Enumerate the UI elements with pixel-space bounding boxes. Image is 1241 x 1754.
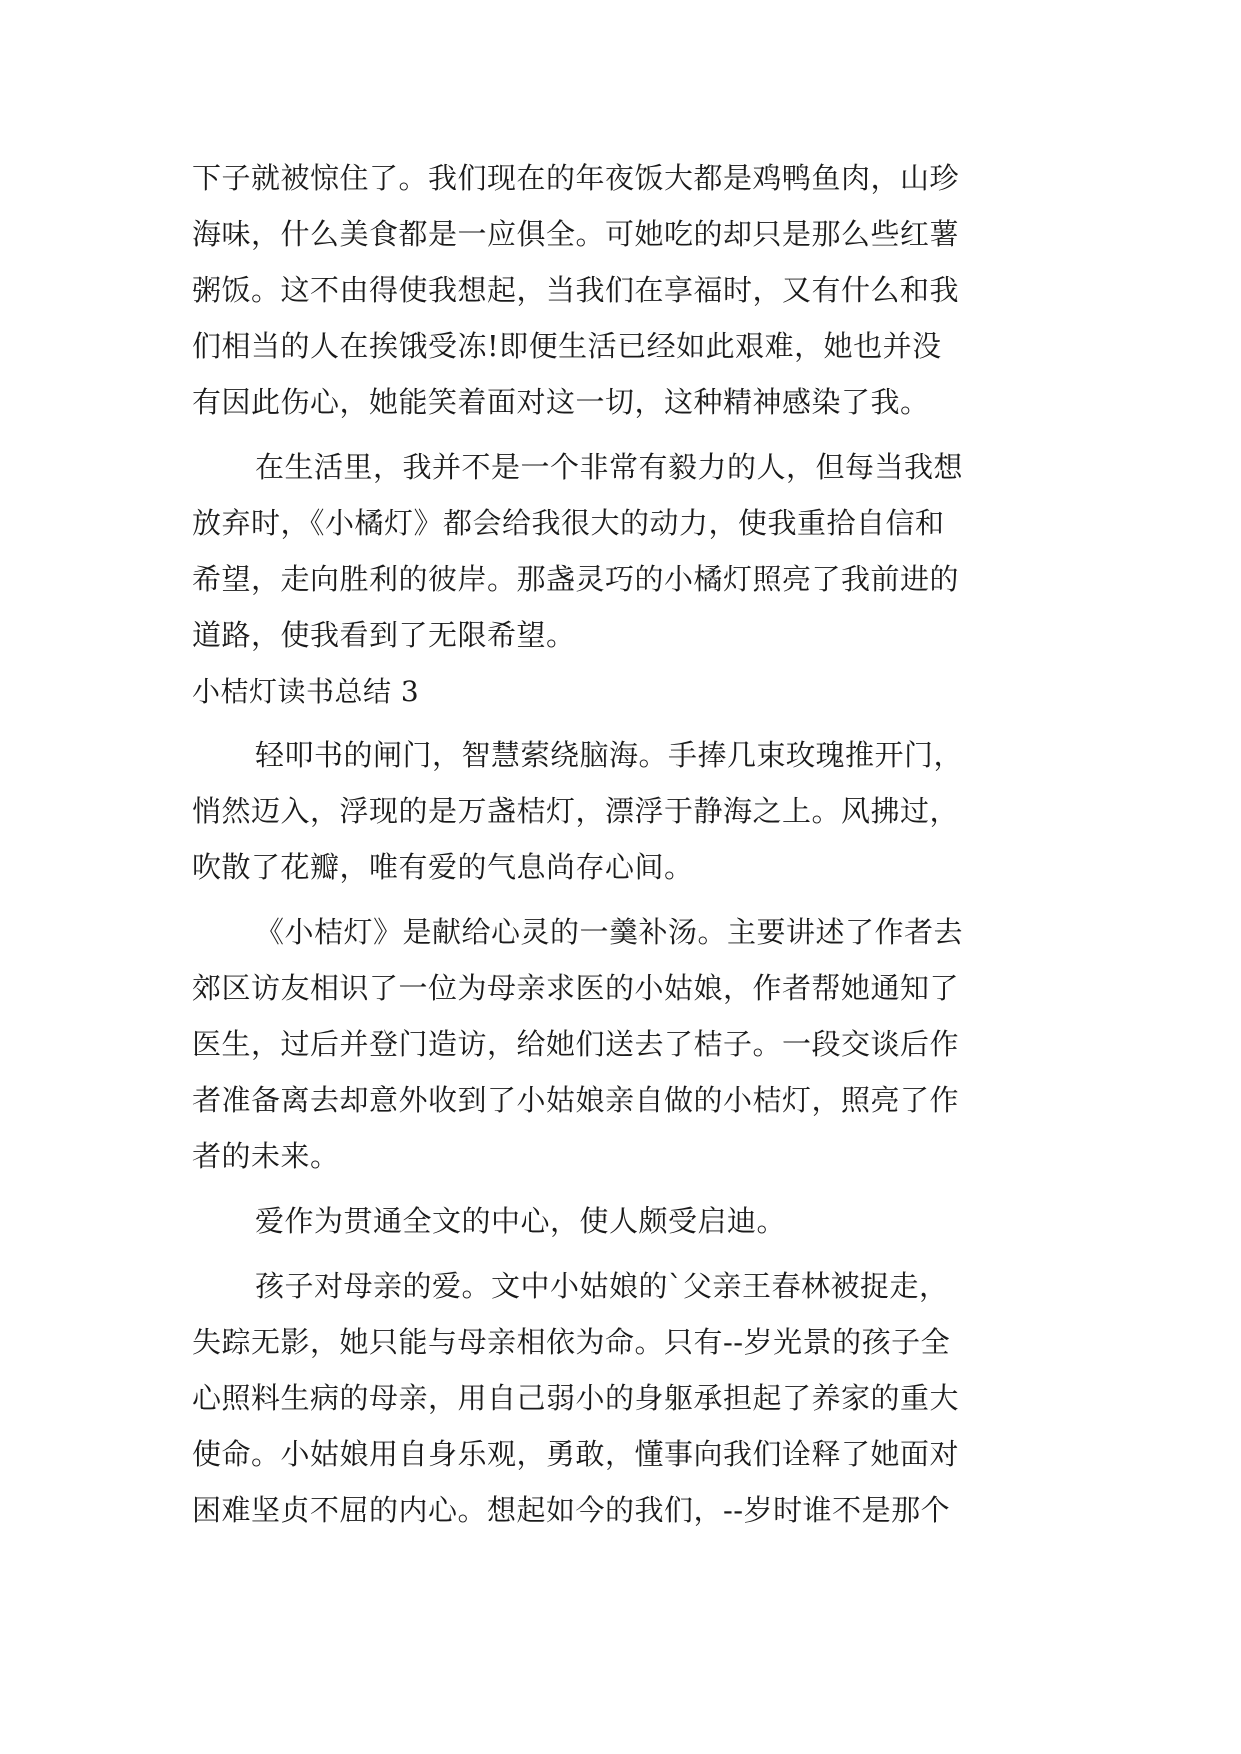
paragraph-line: 《小桔灯》是献给心灵的一羹补汤。主要讲述了作者去 [255,915,964,949]
paragraph-line: 爱作为贯通全文的中心，使人颇受启迪。 [255,1204,787,1238]
paragraph-line: 希望，走向胜利的彼岸。那盏灵巧的小橘灯照亮了我前进的 [192,562,960,596]
section-heading: 小桔灯读书总结 3 [192,675,420,708]
paragraph-line: 轻叩书的闸门，智慧萦绕脑海。手捧几束玫瑰推开门， [255,738,964,772]
paragraph-line: 孩子对母亲的爱。文中小姑娘的`父亲王春林被捉走， [255,1269,949,1303]
paragraph-line: 困难坚贞不屈的内心。想起如今的我们，--岁时谁不是那个 [192,1493,951,1527]
paragraph-line: 海味，什么美食都是一应俱全。可她吃的却只是那么些红薯 [192,217,960,251]
paragraph-line: 失踪无影，她只能与母亲相依为命。只有--岁光景的孩子全 [192,1325,951,1359]
paragraph-line: 道路，使我看到了无限希望。 [192,618,576,652]
paragraph-line: 粥饭。这不由得使我想起，当我们在享福时，又有什么和我 [192,273,960,307]
paragraph-line: 医生，过后并登门造访，给她们送去了桔子。一段交谈后作 [192,1027,960,1061]
paragraph-line: 使命。小姑娘用自身乐观，勇敢，懂事向我们诠释了她面对 [192,1437,960,1471]
paragraph-line: 吹散了花瓣，唯有爱的气息尚存心间。 [192,850,694,884]
paragraph-line: 们相当的人在挨饿受冻!即便生活已经如此艰难，她也并没 [192,329,942,363]
paragraph-line: 在生活里，我并不是一个非常有毅力的人，但每当我想 [255,450,964,484]
paragraph-line: 郊区访友相识了一位为母亲求医的小姑娘，作者帮她通知了 [192,971,960,1005]
paragraph-line: 下子就被惊住了。我们现在的年夜饭大都是鸡鸭鱼肉，山珍 [192,161,960,195]
paragraph-line: 者准备离去却意外收到了小姑娘亲自做的小桔灯，照亮了作 [192,1083,960,1117]
paragraph-line: 心照料生病的母亲，用自己弱小的身躯承担起了养家的重大 [192,1381,960,1415]
paragraph-line: 放弃时，《小橘灯》都会给我很大的动力，使我重拾自信和 [192,506,945,540]
paragraph-line: 者的未来。 [192,1139,340,1173]
paragraph-line: 有因此伤心，她能笑着面对这一切，这种精神感染了我。 [192,385,930,419]
paragraph-line: 悄然迈入，浮现的是万盏桔灯，漂浮于静海之上。风拂过， [192,794,960,828]
